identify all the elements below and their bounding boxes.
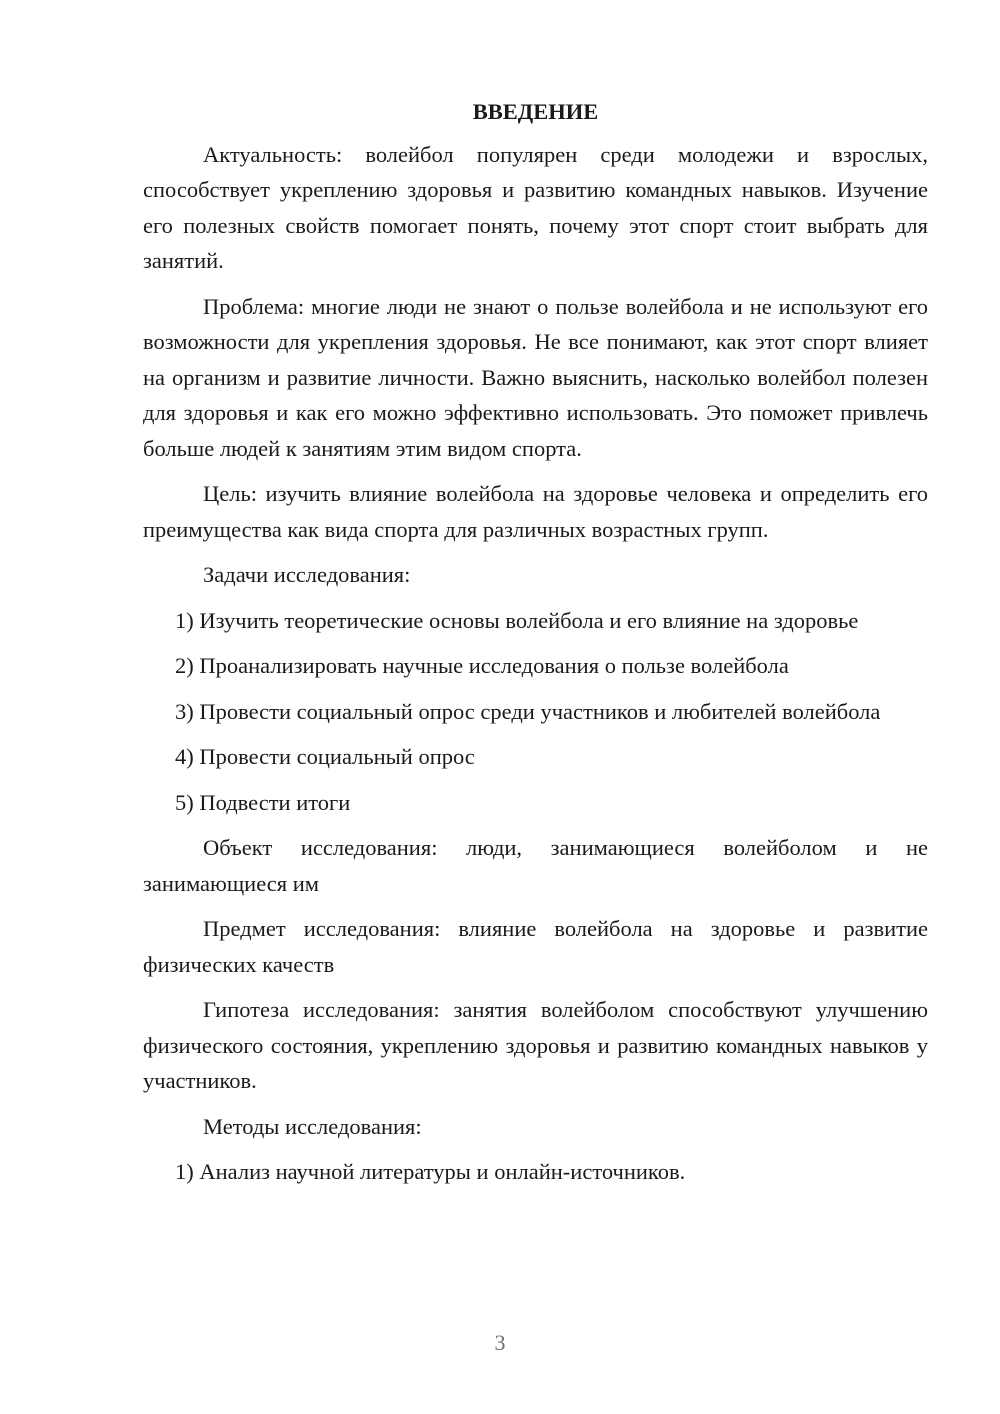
methods-heading: Методы исследования: bbox=[203, 1113, 422, 1139]
page-body bbox=[143, 94, 928, 1190]
page-title: ВВЕДЕНИЕ bbox=[472, 99, 599, 124]
task-item: 5) Подвести итоги bbox=[175, 789, 351, 815]
task-item: 4) Провести социальный опрос bbox=[175, 744, 475, 769]
goal-paragraph: Цель: изучить влияние волейбола на здоровье человека и определить его преимущества как вида спорта для различных возрастных групп. bbox=[143, 481, 928, 542]
task-item: 2) Проанализировать научные исследования о пользе волейбола bbox=[175, 653, 789, 678]
relevance-paragraph: Актуальность: волейбол популярен среди молодежи и взрослых, способствует укреплению здоровья и развитию командных навыков. Изучение его полезных свойств помогает понять, почему этот спорт стоит выбрать для занятий. bbox=[143, 141, 928, 273]
problem-paragraph: Проблема: многие люди не знают о пользе волейбола и не используют его возможности для укрепления здоровья. Не все понимают, как этот спорт влияет на организм и развитие личности. Важно выяснить, насколько волейбол полезен для здоровья и как его можно эффективно использовать. Это поможет привлечь больше людей к занятиям этим видом спорта. bbox=[143, 293, 928, 461]
task-item: 3) Провести социальный опрос среди участников и любителей волейбола bbox=[175, 698, 881, 724]
object-paragraph: Объект исследования: люди, занимающиеся волейболом и не занимающиеся им bbox=[143, 835, 928, 896]
subject-paragraph: Предмет исследования: влияние волейбола на здоровье и развитие физических качеств bbox=[143, 916, 928, 977]
page-number: 3 bbox=[494, 1330, 506, 1355]
task-item: 1) Изучить теоретические основы волейбола и его влияние на здоровье bbox=[175, 607, 859, 633]
method-item: 1) Анализ научной литературы и онлайн-источников. bbox=[175, 1159, 686, 1184]
hypothesis-paragraph: Гипотеза исследования: занятия волейболом способствуют улучшению физического состояния, укреплению здоровья и развитию командных навыков у участников. bbox=[143, 997, 928, 1093]
tasks-heading: Задачи исследования: bbox=[203, 562, 411, 587]
